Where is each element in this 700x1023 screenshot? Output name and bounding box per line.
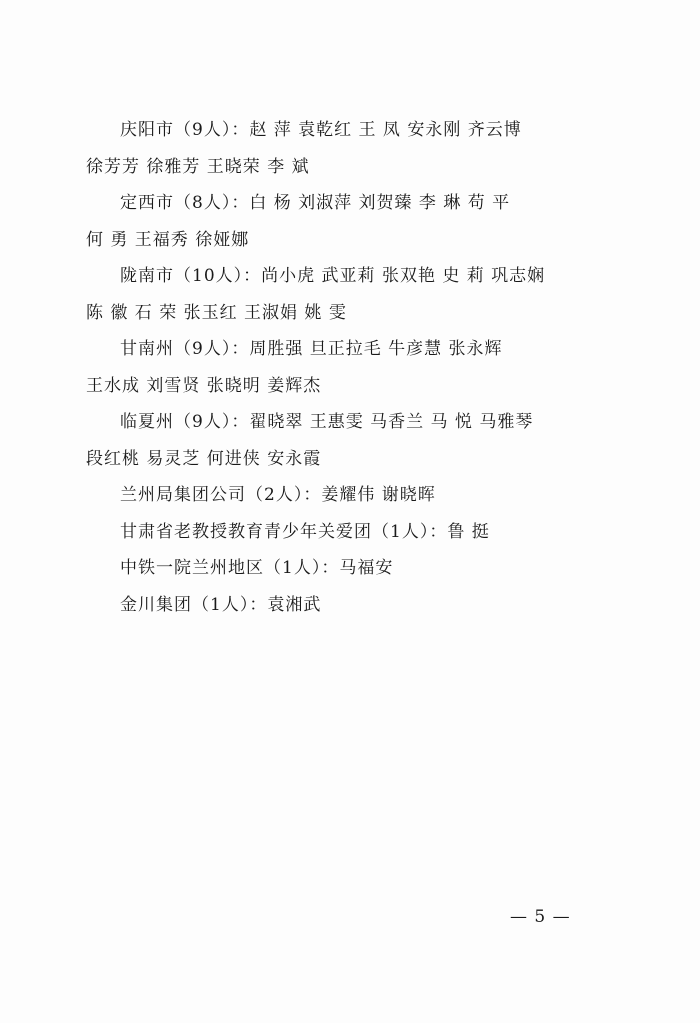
entry-linxia xyxy=(86,404,626,477)
entry-line: 兰州局集团公司（2人）：姜耀伟 谢晓晖 xyxy=(120,485,436,505)
entry-professors-group xyxy=(86,514,626,551)
entry-line: 甘南州（9人）：周胜强 旦正拉毛 牛彦慧 张永辉 xyxy=(120,339,503,359)
entry-line: 何 勇 王福秀 徐娅娜 xyxy=(86,229,250,250)
entry-longnan xyxy=(86,258,626,331)
entry-jinchuan-group xyxy=(86,587,626,624)
entry-qingyang xyxy=(86,112,626,185)
entry-line: 金川集团（1人）：袁湘武 xyxy=(120,594,322,615)
entry-line: 王水成 刘雪贤 张晓明 姜辉杰 xyxy=(86,375,322,396)
entry-line: 定西市（8人）：白 杨 刘淑萍 刘贺臻 李 琳 苟 平 xyxy=(120,193,511,213)
entry-dingxi xyxy=(86,185,626,258)
entry-line: 陇南市（10人）：尚小虎 武亚莉 张双艳 史 莉 巩志娴 xyxy=(120,266,546,286)
entry-line: 中铁一院兰州地区（1人）：马福安 xyxy=(120,558,394,578)
page-number: — 5 — xyxy=(510,907,571,927)
entry-line: 段红桃 易灵芝 何进侠 安永霞 xyxy=(86,448,322,469)
entry-line: 临夏州（9人）：翟晓翠 王惠雯 马香兰 马 悦 马雅琴 xyxy=(120,412,534,432)
honoree-list xyxy=(86,112,626,623)
entry-line: 徐芳芳 徐雅芳 王晓荣 李 斌 xyxy=(86,156,310,177)
entry-line: 甘肃省老教授教育青少年关爱团（1人）：鲁 挺 xyxy=(120,521,490,542)
entry-lanzhou-railway xyxy=(86,477,626,514)
entry-gannan xyxy=(86,331,626,404)
entry-line: 陈 徽 石 荣 张玉红 王淑娟 姚 雯 xyxy=(86,302,347,323)
entry-line: 庆阳市（9人）：赵 萍 袁乾红 王 凤 安永刚 齐云博 xyxy=(120,120,522,140)
entry-crec-first-institute xyxy=(86,550,626,587)
